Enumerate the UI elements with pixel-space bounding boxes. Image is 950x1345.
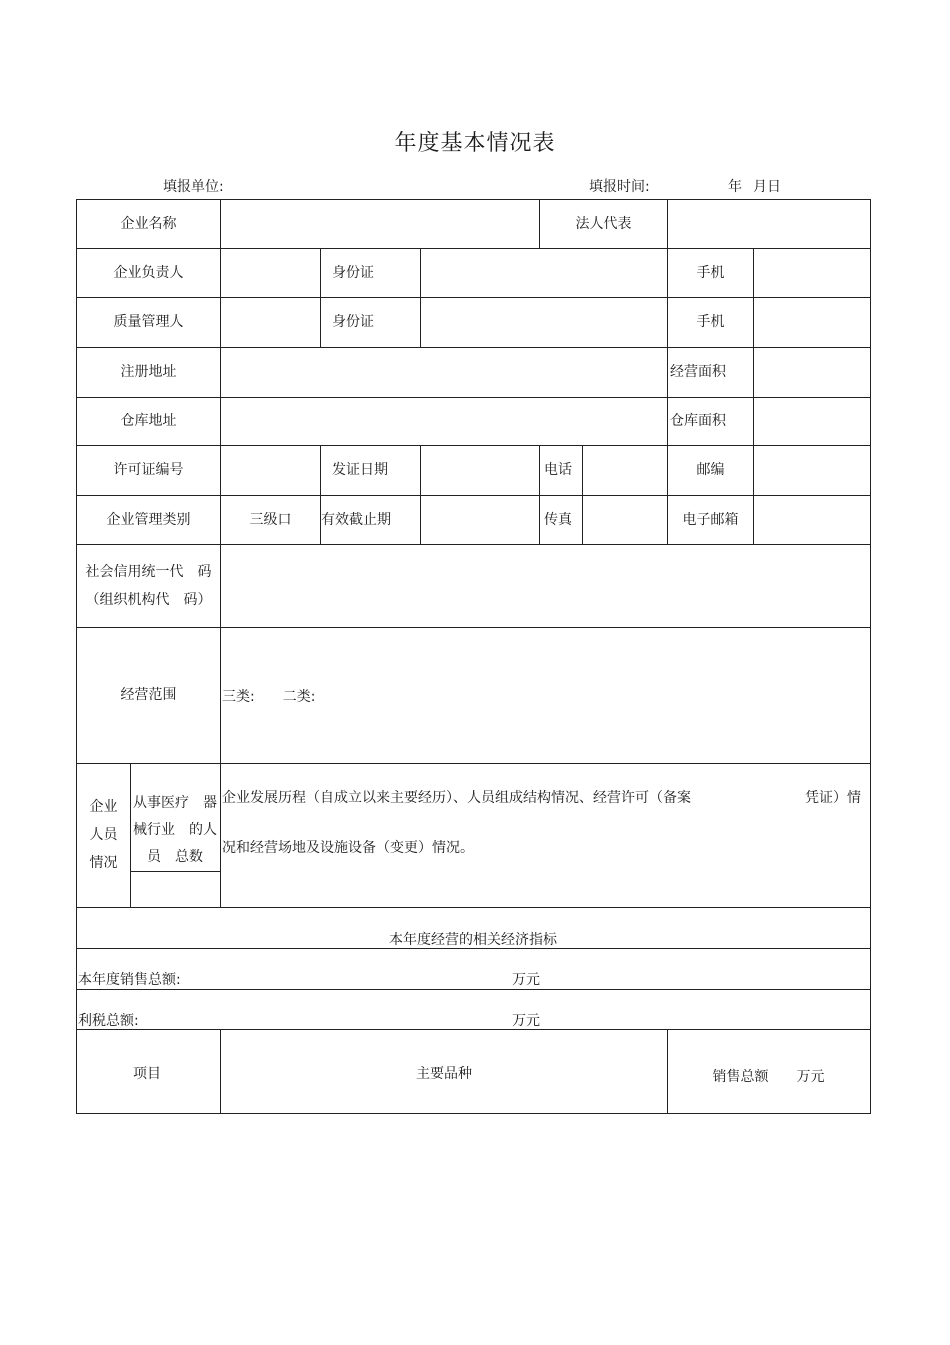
tax-total-unit: 万元: [512, 1013, 540, 1029]
column-divider: [539, 445, 540, 545]
column-divider: [667, 200, 668, 248]
quality-mobile-label: 手机: [696, 314, 725, 330]
staff-count-label: [130, 790, 220, 874]
legal-rep-label: 法人代表: [575, 216, 632, 232]
indicators-title: 本年度经营的相关经济指标: [389, 932, 557, 948]
fax-label: 传真: [544, 511, 572, 528]
staff-count-line2: 械行业 的人: [133, 822, 217, 838]
company-name-label: 企业名称: [120, 216, 177, 232]
history-text-line1: 企业发展历程（自成立以来主要经历）、人员组成结构情况、经营许可（备案: [222, 790, 691, 806]
fill-time-label: 填报时间:: [589, 179, 650, 195]
tax-total-label: 利税总额:: [78, 1013, 139, 1029]
head-mobile-label: 手机: [696, 264, 725, 281]
valid-until-label: 有效截止期: [321, 511, 391, 528]
main-products-header: 主要品种: [416, 1066, 472, 1082]
page-title: 年度基本情况表: [394, 131, 556, 156]
mgmt-category-label: 企业管理类别: [106, 511, 191, 528]
sales-amount-header: 销售总额 万元: [712, 1069, 825, 1085]
biz-scope-values: 三类: 二类:: [222, 689, 316, 705]
staff-count-line3: 员 总数: [147, 849, 203, 865]
staff-label-line1: 企业: [89, 799, 118, 815]
reg-address-label: 注册地址: [120, 364, 177, 380]
phone-label: 电话: [544, 462, 572, 478]
issue-date-label: 发证日期: [332, 462, 388, 478]
column-divider: [220, 200, 221, 907]
staff-label-line2: 人员: [89, 827, 118, 843]
sales-total-label: 本年度销售总额:: [78, 972, 181, 988]
year-label: 年: [728, 179, 742, 195]
head-id-card-label: 身份证: [332, 264, 374, 281]
biz-scope-label: 经营范围: [120, 687, 177, 703]
warehouse-address-label: 仓库地址: [120, 413, 177, 429]
history-text-line2: 况和经营场地及设施设备（变更）情况。: [222, 840, 474, 856]
column-divider: [753, 248, 754, 545]
quality-manager-label: 质量管理人: [113, 314, 184, 330]
staff-label-line3: 情况: [89, 855, 118, 871]
biz-area-label: 经营面积: [670, 364, 726, 380]
company-head-label: 企业负责人: [113, 264, 184, 281]
warehouse-area-label: 仓库面积: [670, 413, 726, 429]
column-divider: [420, 445, 421, 545]
staff-section-label: [77, 763, 130, 907]
credit-code-label-line2: （组织机构代 码）: [85, 592, 212, 608]
email-label: 电子邮箱: [682, 511, 739, 528]
column-divider: [582, 445, 583, 545]
row-divider: [77, 907, 870, 908]
credit-code-label-line1: 社会信用统一代 码: [85, 564, 212, 580]
quality-id-card-label: 身份证: [332, 314, 374, 330]
level-value: 三级口: [249, 511, 292, 528]
postcode-label: 邮编: [696, 462, 725, 478]
column-divider: [420, 248, 421, 347]
month-day-label: 月日: [753, 179, 781, 195]
column-divider: [320, 248, 321, 347]
item-header: 项目: [133, 1066, 161, 1082]
sales-total-unit: 万元: [512, 972, 540, 988]
license-no-label: 许可证编号: [113, 462, 184, 478]
staff-count-line1: 从事医疗 器: [133, 795, 217, 811]
fill-unit-label: 填报单位:: [163, 179, 224, 195]
credit-code-label: [77, 545, 220, 627]
history-certificate-text: 凭证）情: [805, 790, 861, 806]
